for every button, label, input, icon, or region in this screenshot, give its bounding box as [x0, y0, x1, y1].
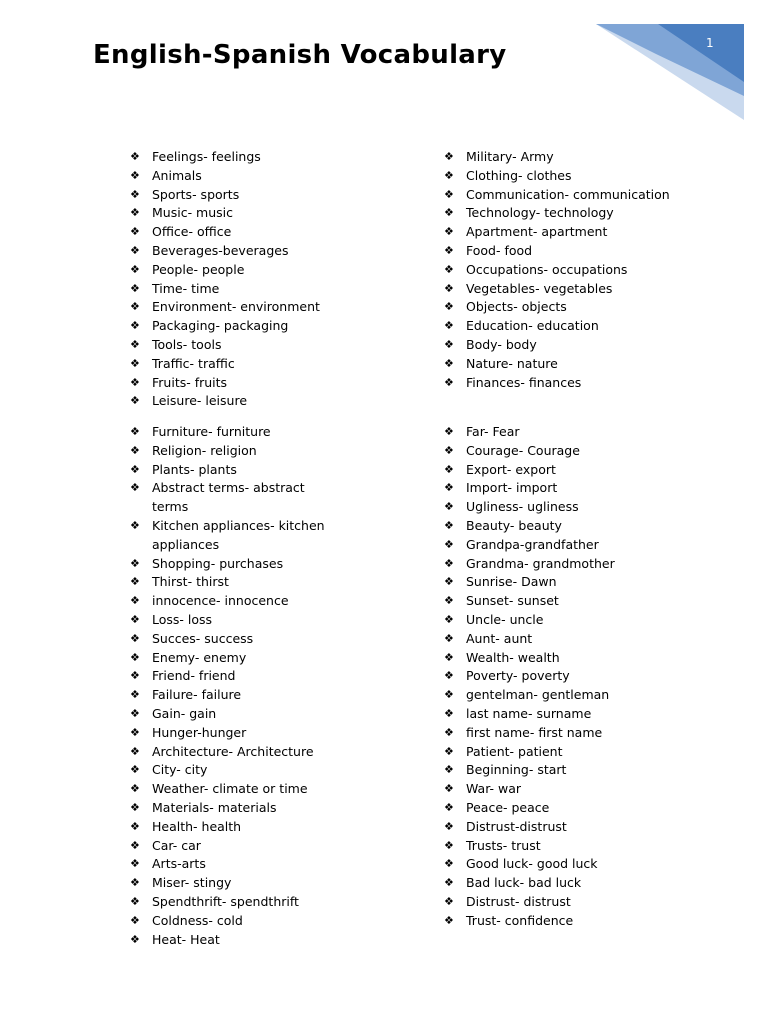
bullet-icon: ❖ [130, 337, 140, 351]
vocab-text: Food- food [466, 242, 533, 258]
vocab-text: Feelings- feelings [152, 149, 261, 164]
vocab-item [130, 186, 332, 205]
bullet-icon: ❖ [130, 913, 140, 927]
vocab-item [444, 592, 676, 611]
bullet-icon: ❖ [130, 612, 140, 626]
vocab-text: Far- Fear [466, 424, 520, 439]
vocab-item [130, 780, 332, 799]
vocab-text: Animals [152, 167, 202, 183]
bullet-icon: ❖ [444, 575, 454, 589]
vocab-item [444, 186, 676, 205]
bullet-icon: ❖ [130, 744, 140, 758]
vocab-text: Military- Army [466, 149, 554, 164]
vocab-item [130, 874, 332, 893]
vocab-item [130, 555, 332, 574]
vocab-text: City- city [152, 762, 208, 778]
vocab-text: Religion- religion [152, 442, 257, 458]
bullet-icon: ❖ [444, 838, 454, 852]
bullet-icon: ❖ [130, 300, 140, 314]
bullet-icon: ❖ [130, 319, 140, 333]
vocab-text: Uncle- uncle [466, 611, 544, 627]
vocab-item [444, 298, 676, 317]
vocab-text: Apartment- apartment [466, 224, 608, 240]
vocab-text: Tools- tools [152, 336, 222, 352]
bullet-icon: ❖ [444, 669, 454, 683]
vocab-item [444, 573, 676, 592]
vocab-text: innocence- innocence [152, 593, 289, 609]
bullet-icon: ❖ [444, 537, 454, 551]
bullet-icon: ❖ [130, 763, 140, 777]
vocab-list-top-right [444, 148, 676, 392]
bullet-icon: ❖ [444, 913, 454, 927]
bullet-icon: ❖ [130, 631, 140, 645]
bullet-icon: ❖ [444, 375, 454, 389]
bullet-icon: ❖ [444, 612, 454, 626]
vocab-list-bottom-left [130, 423, 332, 949]
bullet-icon: ❖ [444, 688, 454, 702]
vocab-item [130, 479, 332, 517]
vocab-item [444, 517, 676, 536]
vocab-text: Plants- plants [152, 461, 237, 477]
vocab-text: Nature- nature [466, 355, 558, 371]
bullet-icon: ❖ [444, 425, 454, 438]
vocab-text: gentelman- gentleman [466, 687, 610, 703]
page-number: 1 [706, 36, 714, 50]
bullet-icon: ❖ [444, 481, 454, 495]
bullet-icon: ❖ [130, 168, 140, 182]
bullet-icon: ❖ [444, 857, 454, 871]
vocab-item [444, 204, 676, 223]
bullet-icon: ❖ [130, 356, 140, 370]
bullet-icon: ❖ [444, 187, 454, 201]
vocab-text: Failure- failure [152, 687, 242, 703]
corner-decoration [596, 24, 744, 120]
vocab-text: Trust- confidence [466, 912, 574, 928]
vocab-text: Peace- peace [466, 799, 550, 815]
bullet-icon: ❖ [444, 150, 454, 163]
vocab-text: Objects- objects [466, 299, 567, 315]
vocab-item [130, 592, 332, 611]
bullet-icon: ❖ [444, 556, 454, 570]
vocab-item [444, 611, 676, 630]
vocab-item [444, 780, 676, 799]
vocab-item [130, 667, 332, 686]
vocab-text: Gain- gain [152, 705, 217, 721]
vocab-text: Beverages-beverages [152, 242, 289, 258]
vocab-text: Environment- environment [152, 299, 320, 315]
vocab-item [444, 724, 676, 743]
vocab-text: Materials- materials [152, 799, 277, 815]
vocab-item [444, 799, 676, 818]
vocab-text: Distrust- distrust [466, 893, 571, 909]
vocab-text: Communication- communication [466, 186, 670, 202]
vocab-item [130, 336, 332, 355]
bullet-icon: ❖ [130, 462, 140, 476]
bullet-icon: ❖ [130, 857, 140, 871]
bullet-icon: ❖ [130, 443, 140, 457]
vocab-text: Beginning- start [466, 762, 567, 778]
vocab-text: Office- office [152, 224, 232, 240]
vocab-text: Architecture- Architecture [152, 743, 314, 759]
bullet-icon: ❖ [444, 319, 454, 333]
vocab-item [444, 837, 676, 856]
bullet-icon: ❖ [130, 819, 140, 833]
vocab-text: Sunrise- Dawn [466, 574, 557, 590]
vocab-item [444, 317, 676, 336]
bullet-icon: ❖ [444, 300, 454, 314]
vocab-text: Sports- sports [152, 186, 240, 202]
bullet-icon: ❖ [130, 838, 140, 852]
vocab-item [130, 573, 332, 592]
vocab-text: Loss- loss [152, 611, 213, 627]
vocab-text: Music- music [152, 205, 234, 221]
vocab-text: Kitchen appliances- kitchen appliances [152, 517, 325, 552]
vocab-item [444, 423, 676, 442]
bullet-icon: ❖ [130, 594, 140, 608]
bullet-icon: ❖ [130, 725, 140, 739]
bullet-icon: ❖ [130, 575, 140, 589]
bullet-icon: ❖ [130, 894, 140, 908]
vocab-text: Occupations- occupations [466, 261, 628, 277]
vocab-item [444, 167, 676, 186]
vocab-text: Furniture- furniture [152, 424, 271, 439]
bullet-icon: ❖ [130, 206, 140, 220]
bullet-icon: ❖ [130, 425, 140, 438]
vocab-item [444, 912, 676, 931]
vocab-text: Ugliness- ugliness [466, 499, 579, 515]
vocab-item [130, 611, 332, 630]
vocab-text: Leisure- leisure [152, 393, 248, 409]
bullet-icon: ❖ [444, 744, 454, 758]
vocab-item [444, 818, 676, 837]
vocab-item [444, 667, 676, 686]
bullet-icon: ❖ [130, 262, 140, 276]
vocab-text: Time- time [152, 280, 220, 296]
bullet-icon: ❖ [444, 594, 454, 608]
bullet-icon: ❖ [444, 819, 454, 833]
vocab-item [444, 442, 676, 461]
vocab-item [130, 724, 332, 743]
vocab-item [444, 336, 676, 355]
vocab-item [130, 630, 332, 649]
bullet-icon: ❖ [130, 187, 140, 201]
vocab-item [130, 799, 332, 818]
vocab-text: Thirst- thirst [152, 574, 229, 590]
vocab-item [130, 223, 332, 242]
vocab-text: Courage- Courage [466, 442, 580, 458]
vocab-item [444, 893, 676, 912]
vocab-item [130, 461, 332, 480]
bullet-icon: ❖ [444, 500, 454, 514]
vocab-item [130, 261, 332, 280]
vocab-item [444, 355, 676, 374]
bullet-icon: ❖ [444, 782, 454, 796]
vocab-item [444, 705, 676, 724]
vocab-text: Import- import [466, 480, 558, 496]
vocab-item [444, 649, 676, 668]
page-title: English-Spanish Vocabulary [93, 40, 507, 70]
vocab-item [130, 649, 332, 668]
vocab-item [130, 280, 332, 299]
bullet-icon: ❖ [130, 281, 140, 295]
vocab-item [130, 204, 332, 223]
vocab-item [130, 743, 332, 762]
vocab-text: Health- health [152, 818, 242, 834]
vocab-item [130, 517, 332, 555]
vocab-item [444, 261, 676, 280]
vocab-item [444, 555, 676, 574]
vocab-text: Good luck- good luck [466, 856, 598, 872]
vocab-text: Beauty- beauty [466, 517, 562, 533]
vocab-item [444, 223, 676, 242]
vocab-item [444, 374, 676, 393]
vocab-item [444, 761, 676, 780]
vocab-text: Vegetables- vegetables [466, 280, 613, 296]
vocab-item [130, 167, 332, 186]
vocab-text: Miser- stingy [152, 875, 232, 891]
vocab-text: People- people [152, 261, 245, 277]
vocab-item [130, 705, 332, 724]
vocab-text: Weather- climate or time [152, 781, 308, 797]
vocab-item [130, 893, 332, 912]
vocab-list-bottom-right [444, 423, 676, 931]
vocab-text: Abstract terms- abstract terms [152, 480, 305, 515]
bullet-icon: ❖ [444, 763, 454, 777]
vocab-text: Enemy- enemy [152, 649, 247, 665]
bullet-icon: ❖ [444, 168, 454, 182]
vocab-item [130, 855, 332, 874]
bullet-icon: ❖ [130, 932, 140, 946]
bullet-icon: ❖ [444, 356, 454, 370]
vocab-text: Finances- finances [466, 374, 582, 390]
bullet-icon: ❖ [130, 394, 140, 408]
vocab-item [130, 242, 332, 261]
bullet-icon: ❖ [444, 337, 454, 351]
vocab-text: Shopping- purchases [152, 555, 284, 571]
vocab-text: Patient- patient [466, 743, 563, 759]
bullet-icon: ❖ [444, 462, 454, 476]
bullet-icon: ❖ [130, 669, 140, 683]
vocab-text: Traffic- traffic [152, 355, 235, 371]
bullet-icon: ❖ [130, 225, 140, 239]
vocab-item [130, 298, 332, 317]
vocab-item [130, 818, 332, 837]
bullet-icon: ❖ [130, 375, 140, 389]
vocab-text: Education- education [466, 318, 599, 334]
bullet-icon: ❖ [130, 650, 140, 664]
bullet-icon: ❖ [444, 262, 454, 276]
bullet-icon: ❖ [130, 876, 140, 890]
vocab-text: Aunt- aunt [466, 630, 533, 646]
vocab-item [130, 442, 332, 461]
bullet-icon: ❖ [444, 706, 454, 720]
vocab-text: Packaging- packaging [152, 318, 289, 334]
vocab-text: War- war [466, 781, 522, 797]
bullet-icon: ❖ [130, 800, 140, 814]
bullet-icon: ❖ [444, 800, 454, 814]
vocab-item [130, 355, 332, 374]
vocab-item [444, 280, 676, 299]
vocab-item [444, 148, 676, 167]
bullet-icon: ❖ [130, 706, 140, 720]
vocab-item [444, 242, 676, 261]
vocab-item [444, 686, 676, 705]
bullet-icon: ❖ [444, 443, 454, 457]
bullet-icon: ❖ [444, 876, 454, 890]
bullet-icon: ❖ [444, 894, 454, 908]
vocab-item [130, 837, 332, 856]
vocab-text: Friend- friend [152, 668, 236, 684]
vocab-text: Body- body [466, 336, 537, 352]
vocab-text: Grandpa-grandfather [466, 536, 599, 552]
bullet-icon: ❖ [444, 243, 454, 257]
vocab-text: Fruits- fruits [152, 374, 228, 390]
vocab-text: Hunger-hunger [152, 724, 247, 740]
bullet-icon: ❖ [130, 481, 140, 495]
vocab-item [130, 931, 332, 950]
vocab-item [130, 317, 332, 336]
vocab-item [130, 912, 332, 931]
vocab-item [130, 374, 332, 393]
vocab-text: Spendthrift- spendthrift [152, 893, 299, 909]
vocab-item [444, 855, 676, 874]
vocab-item [444, 461, 676, 480]
bullet-icon: ❖ [444, 225, 454, 239]
vocab-text: last name- surname [466, 705, 592, 721]
vocab-item [444, 874, 676, 893]
vocab-text: Heat- Heat [152, 931, 220, 947]
vocab-item [444, 498, 676, 517]
bullet-icon: ❖ [444, 518, 454, 532]
bullet-icon: ❖ [130, 556, 140, 570]
bullet-icon: ❖ [444, 206, 454, 220]
bullet-icon: ❖ [130, 518, 140, 532]
bullet-icon: ❖ [130, 688, 140, 702]
vocab-item [444, 743, 676, 762]
vocab-text: Sunset- sunset [466, 593, 559, 609]
vocab-list-top-left [130, 148, 332, 411]
vocab-text: Poverty- poverty [466, 668, 570, 684]
bullet-icon: ❖ [130, 243, 140, 257]
vocab-item [444, 630, 676, 649]
vocab-text: first name- first name [466, 724, 603, 740]
vocab-text: Export- export [466, 461, 556, 477]
vocab-item [130, 761, 332, 780]
vocab-text: Clothing- clothes [466, 167, 572, 183]
bullet-icon: ❖ [130, 782, 140, 796]
vocab-text: Trusts- trust [466, 837, 541, 853]
bullet-icon: ❖ [444, 725, 454, 739]
vocab-text: Technology- technology [466, 205, 614, 221]
vocab-text: Arts-arts [152, 856, 206, 872]
vocab-text: Distrust-distrust [466, 818, 567, 834]
bullet-icon: ❖ [444, 650, 454, 664]
vocab-text: Car- car [152, 837, 201, 853]
bullet-icon: ❖ [444, 631, 454, 645]
bullet-icon: ❖ [444, 281, 454, 295]
vocab-text: Bad luck- bad luck [466, 875, 582, 891]
vocab-item [130, 423, 332, 442]
vocab-text: Grandma- grandmother [466, 555, 615, 571]
vocab-text: Succes- success [152, 630, 254, 646]
vocab-item [130, 686, 332, 705]
vocab-item [130, 148, 332, 167]
vocab-text: Coldness- cold [152, 912, 243, 928]
vocab-text: Wealth- wealth [466, 649, 560, 665]
vocab-item [444, 479, 676, 498]
vocab-item [444, 536, 676, 555]
vocab-item [130, 392, 332, 411]
bullet-icon: ❖ [130, 150, 140, 163]
